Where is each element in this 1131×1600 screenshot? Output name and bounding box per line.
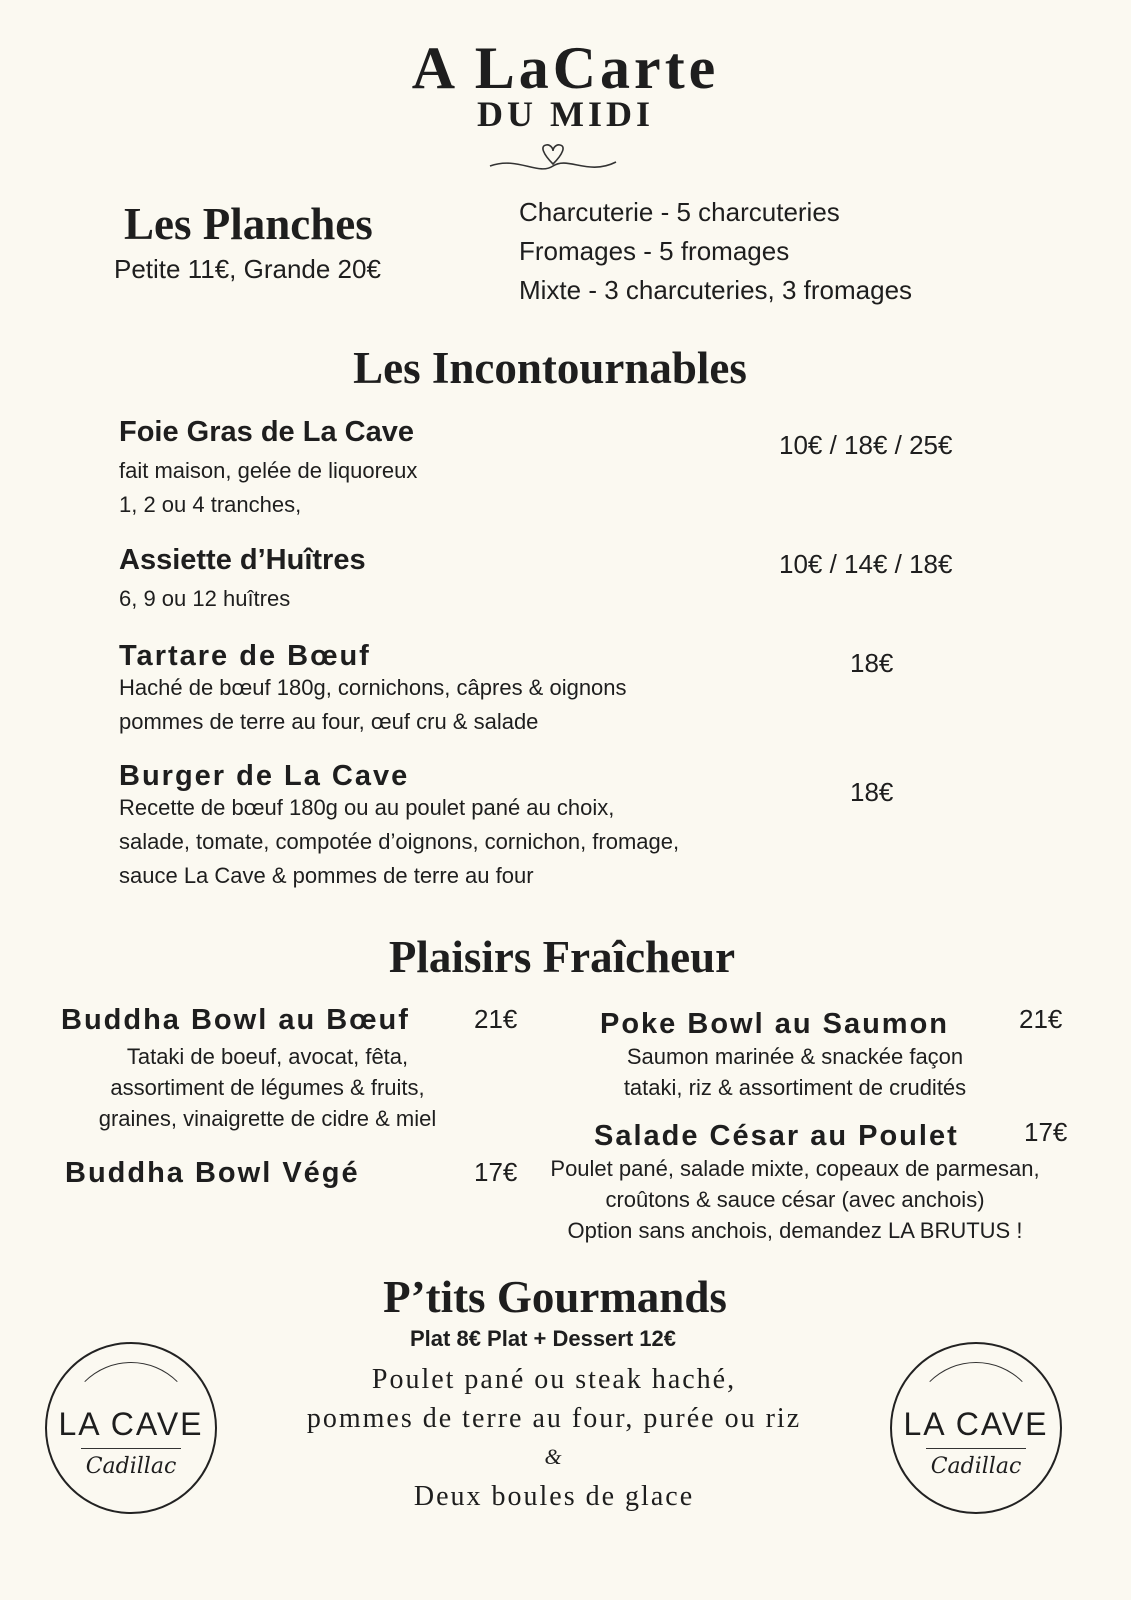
item-price: 18€ xyxy=(850,777,894,807)
item-name: Tartare de Bœuf xyxy=(119,640,371,672)
la-cave-logo-right xyxy=(890,1342,1062,1514)
gourmands-title: P’tits Gourmands xyxy=(383,1272,727,1322)
item-description: assortiment de légumes & fruits, xyxy=(110,1075,425,1100)
item-name: Poke Bowl au Saumon xyxy=(600,1008,949,1040)
menu-title: A LaCarte xyxy=(411,35,720,101)
item-price: 10€ / 18€ / 25€ xyxy=(779,430,953,460)
item-description: Recette de bœuf 180g ou au poulet pané au choix, xyxy=(119,795,615,820)
item-name: Foie Gras de La Cave xyxy=(119,416,414,448)
item-price: 21€ xyxy=(1019,1004,1063,1034)
item-description: tataki, riz & assortiment de crudités xyxy=(623,1075,967,1100)
item-name: Buddha Bowl au Bœuf xyxy=(61,1004,410,1036)
gourmands-ampersand: & xyxy=(544,1444,564,1469)
fraicheur-title: Plaisirs Fraîcheur xyxy=(388,932,736,982)
planches-option: Mixte - 3 charcuteries, 3 fromages xyxy=(519,275,913,305)
item-name: Assiette d’Huîtres xyxy=(119,544,366,576)
item-description: pommes de terre au four, œuf cru & salade xyxy=(119,709,539,734)
item-description: Saumon marinée & snackée façon xyxy=(626,1044,964,1069)
item-description: Option sans anchois, demandez LA BRUTUS ! xyxy=(567,1218,1023,1243)
gourmands-prices: Plat 8€ Plat + Dessert 12€ xyxy=(410,1326,676,1351)
incontournables-title: Les Incontournables xyxy=(353,343,747,393)
item-description: salade, tomate, compotée d’oignons, cornichon, fromage, xyxy=(119,829,680,854)
planches-option: Charcuterie - 5 charcuteries xyxy=(519,197,840,227)
heart-flourish-icon xyxy=(488,142,618,178)
item-description: sauce La Cave & pommes de terre au four xyxy=(119,863,534,888)
gourmands-line: Deux boules de glace xyxy=(413,1481,695,1512)
item-description: 6, 9 ou 12 huîtres xyxy=(119,586,291,611)
item-price: 10€ / 14€ / 18€ xyxy=(779,549,953,579)
item-name: Burger de La Cave xyxy=(119,760,410,792)
item-description: Tataki de boeuf, avocat, fêta, xyxy=(126,1044,409,1069)
item-price: 18€ xyxy=(850,648,894,678)
gourmands-line: Poulet pané ou steak haché, xyxy=(371,1364,737,1395)
item-description: croûtons & sauce césar (avec anchois) xyxy=(605,1187,985,1212)
item-description: Poulet pané, salade mixte, copeaux de parmesan, xyxy=(550,1156,1040,1181)
planches-option: Fromages - 5 fromages xyxy=(519,236,790,266)
item-price: 21€ xyxy=(474,1004,518,1034)
gourmands-line: pommes de terre au four, purée ou riz xyxy=(306,1403,802,1434)
item-description: 1, 2 ou 4 tranches, xyxy=(119,492,302,517)
logo-script-text: Cadillac xyxy=(85,1454,177,1479)
item-price: 17€ xyxy=(1024,1117,1068,1147)
logo-script-text: Cadillac xyxy=(930,1454,1022,1479)
logo-brand-text: LA CAVE xyxy=(903,1406,1049,1442)
item-name: Salade César au Poulet xyxy=(594,1120,959,1152)
item-name: Buddha Bowl Végé xyxy=(65,1157,360,1189)
item-description: Haché de bœuf 180g, cornichons, câpres & oignons xyxy=(119,675,627,700)
planches-title: Les Planches xyxy=(124,199,373,249)
menu-subtitle: DU MIDI xyxy=(477,94,654,134)
la-cave-logo-left xyxy=(45,1342,217,1514)
item-price: 17€ xyxy=(474,1157,518,1187)
item-description: fait maison, gelée de liquoreux xyxy=(119,458,418,483)
item-description: graines, vinaigrette de cidre & miel xyxy=(98,1106,437,1131)
logo-brand-text: LA CAVE xyxy=(58,1406,204,1442)
planches-prices: Petite 11€, Grande 20€ xyxy=(114,254,381,284)
